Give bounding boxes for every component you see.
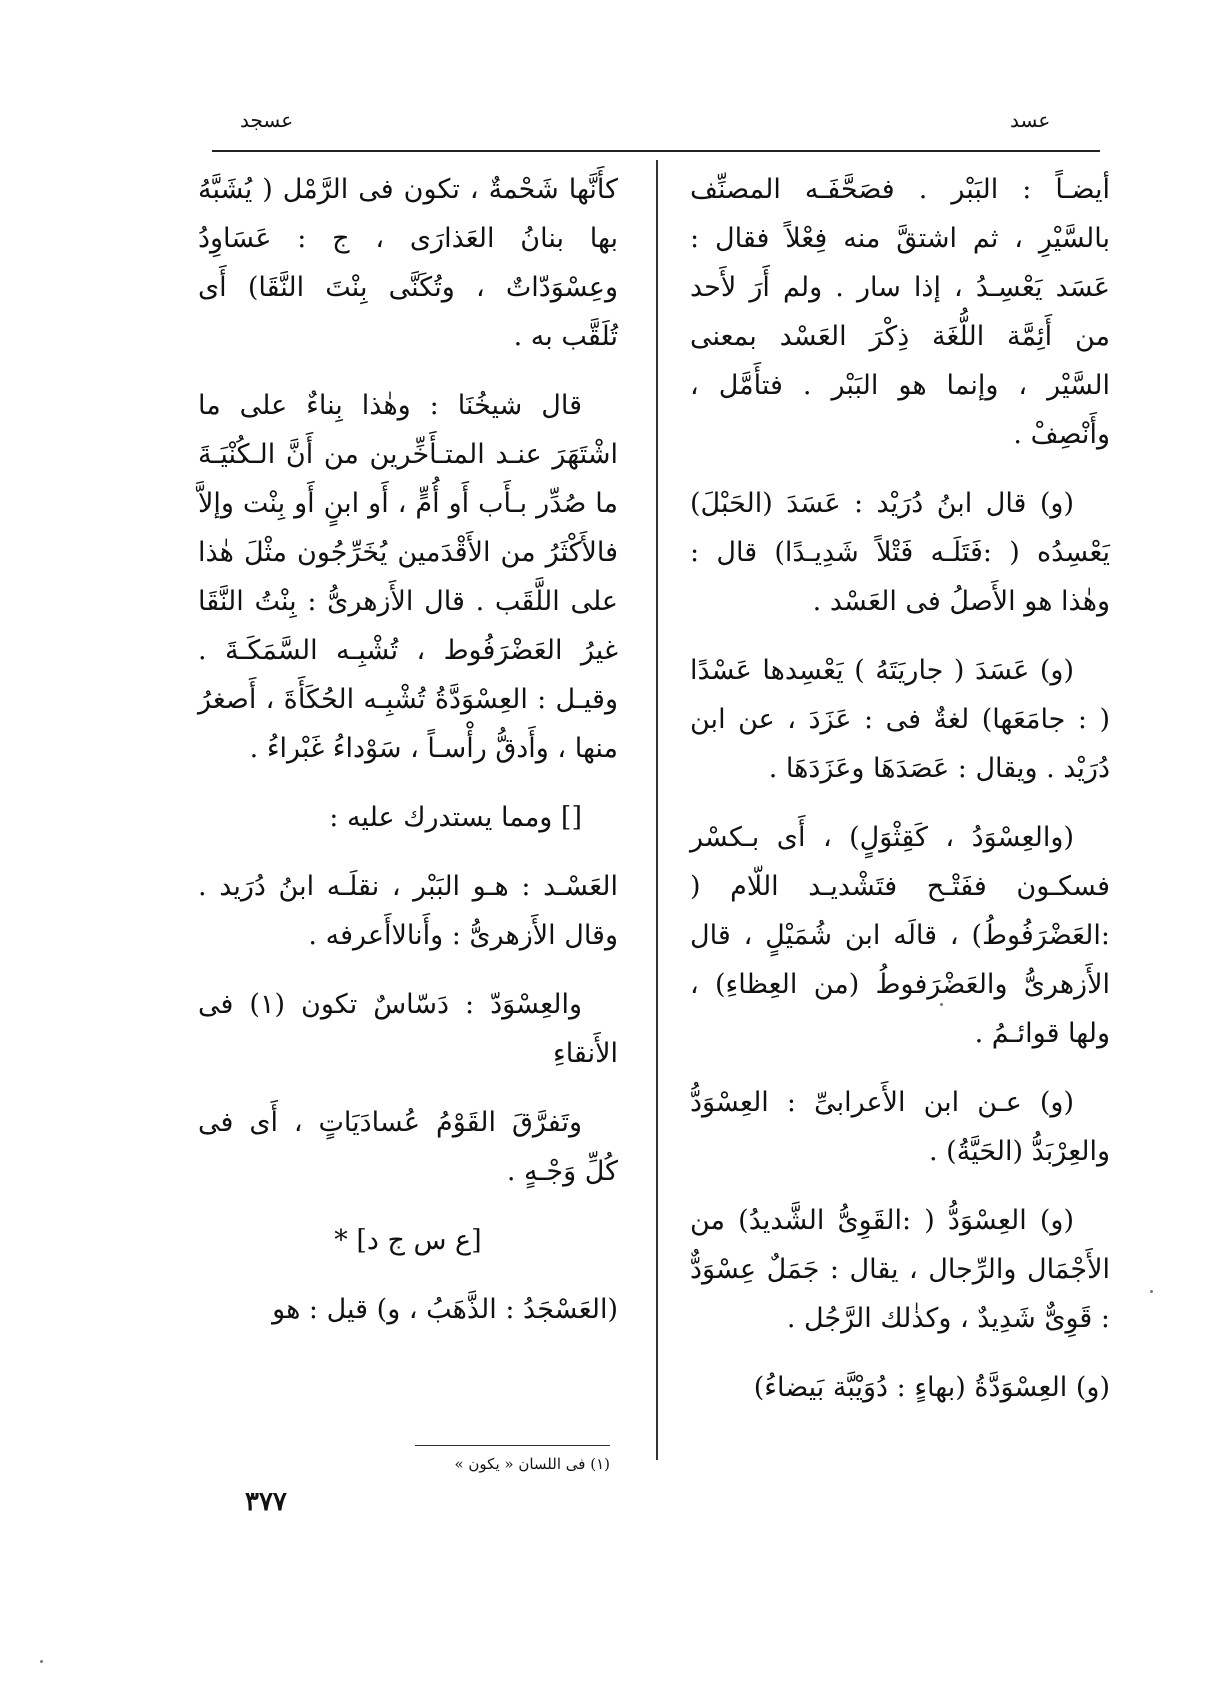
left-column <box>198 165 618 1354</box>
running-head-left: عسجد <box>240 108 294 132</box>
page-number: ٣٧٧ <box>245 1487 287 1517</box>
entry-paragraph: وتَفرَّقَ القَوْمُ عُسادَيَاتٍ ، أَى فى كُلِّ وَجْـهٍ . <box>198 1107 618 1187</box>
entry-paragraph: والعِسْوَدّ : دَسّاسٌ تكون (١) فى الأَنقاءِ <box>198 989 618 1069</box>
entry-paragraph: (و) قال ابنُ دُرَيْد : عَسَدَ (الحَبْلَ) يَعْسِدُه ( :فَتَلَـه فَتْلاً شَدِيـدًا) قال : وهٰذا هو الأَصلُ فى العَسْد . <box>690 488 1110 617</box>
scan-speck <box>940 1003 943 1006</box>
header-rule <box>212 150 1100 152</box>
entry-paragraph: (والعِسْوَدُ ، كَقِثْوَلٍ) ، أَى بـكسْر فسكـون ففَتْـح فتَشْديـد اللّام ( :العَضْرَفُوطُ) ، قالَه ابن شُمَيْلٍ ، قال الأَزهرىُّ والعَضْرَفوطُ (من العِظاءِ) ، ولها قوائـمُ . <box>690 822 1110 1049</box>
entry-paragraph: أيضـاً : البَبْر . فصَحَّفَـه المصنِّف بالسَّيْرِ ، ثم اشتقَّ منه فِعْلاً فقال : عَسَد يَعْسِـدُ ، إذا سار . ولم أَرَ لأَحد من أَئِمَّة اللُّغَة ذِكْرَ العَسْد بمعنى السَّيْر ، وإنما هو البَبْر . فتأَمَّل ، وأَنْصِفْ . <box>690 174 1110 450</box>
column-divider <box>656 160 658 1460</box>
entry-paragraph: العَسْـد : هـو البَبْر ، نقلَـه ابنُ دُرَيد . وقال الأَزهرىُّ : وأَنالاأَعرفه . <box>198 871 618 951</box>
entry-paragraph: (و) عَسَدَ ( جاريَتَهُ ) يَعْسِدها عَسْدًا ( : جامَعَها) لغةٌ فى : عَزَدَ ، عن ابن دُرَيْد . ويقال : عَصَدَهَا وعَزَدَهَا . <box>690 655 1110 784</box>
scan-speck <box>40 1660 43 1663</box>
scan-speck <box>1150 1290 1153 1293</box>
entry-paragraph: كأَنَّها شَحْمةٌ ، تكون فى الرَّمْل ( يُشَبَّهُ بها بنانُ العَذارَى ، ج : عَسَاوِدُ وعِسْوَدّاتٌ ، وتُكَنَّى بِنْتَ النَّقَا) أَى تُلَقَّب به . <box>198 174 618 352</box>
entry-paragraph: (و) العِسْوَدَّةُ (بهاءٍ : دُوَيْبَّة بَيضاءُ) <box>753 1372 1110 1403</box>
footnote-rule <box>415 1445 610 1446</box>
entry-paragraph: (و) عـن ابن الأَعرابىِّ : العِسْوَدُّ والعِرْبَدُّ (الحَيَّةُ) . <box>690 1087 1110 1167</box>
footnote: (١) فى اللسان « يكون » <box>454 1455 610 1473</box>
entry-paragraph: (العَسْجَدُ : الذَّهَبُ ، و) قيل : هو <box>272 1294 618 1325</box>
root-heading: [ع س ج د] * <box>334 1225 482 1256</box>
running-head-right: عسد <box>1010 108 1051 132</box>
right-column <box>690 165 1110 1432</box>
entry-paragraph: (و) العِسْوَدُّ ( :القَوِىُّ الشَّديدُ) من الأَجْمَال والرِّجال ، يقال : جَمَلٌ عِسْوَدٌّ : قَوِىٌّ شَدِيدٌ ، وكذٰلك الرَّجُل . <box>690 1205 1110 1334</box>
entry-paragraph: قال شيخُنَا : وهٰذا بِناءٌ على ما اشْتَهَرَ عنـد المتـأَخِّرين من أَنَّ الـكُنْيَـةَ ما صُدِّر بـأَب أَو أُمٍّ ، أَو ابنٍ أَو بِنْت وإلاَّ فالأَكْثَرُ من الأَقْدَمين يُخَرِّجُون مثْلَ هٰذا على اللَّقَب . قال الأَزهرىُّ : بِنْتُ النَّقَا غيرُ العَضْرَفُوط ، تُشْبِـه السَّمَكَـةَ . وقيـل : العِسْوَدَّةُ تُشْبِـه الحُكَأَةَ ، أَصغرُ منها ، وأَدقُّ رأْسـاً ، سَوْداءُ غَبْراءُ . <box>198 390 618 764</box>
addendum-heading: [] ومما يستدرك عليه : <box>329 802 582 833</box>
